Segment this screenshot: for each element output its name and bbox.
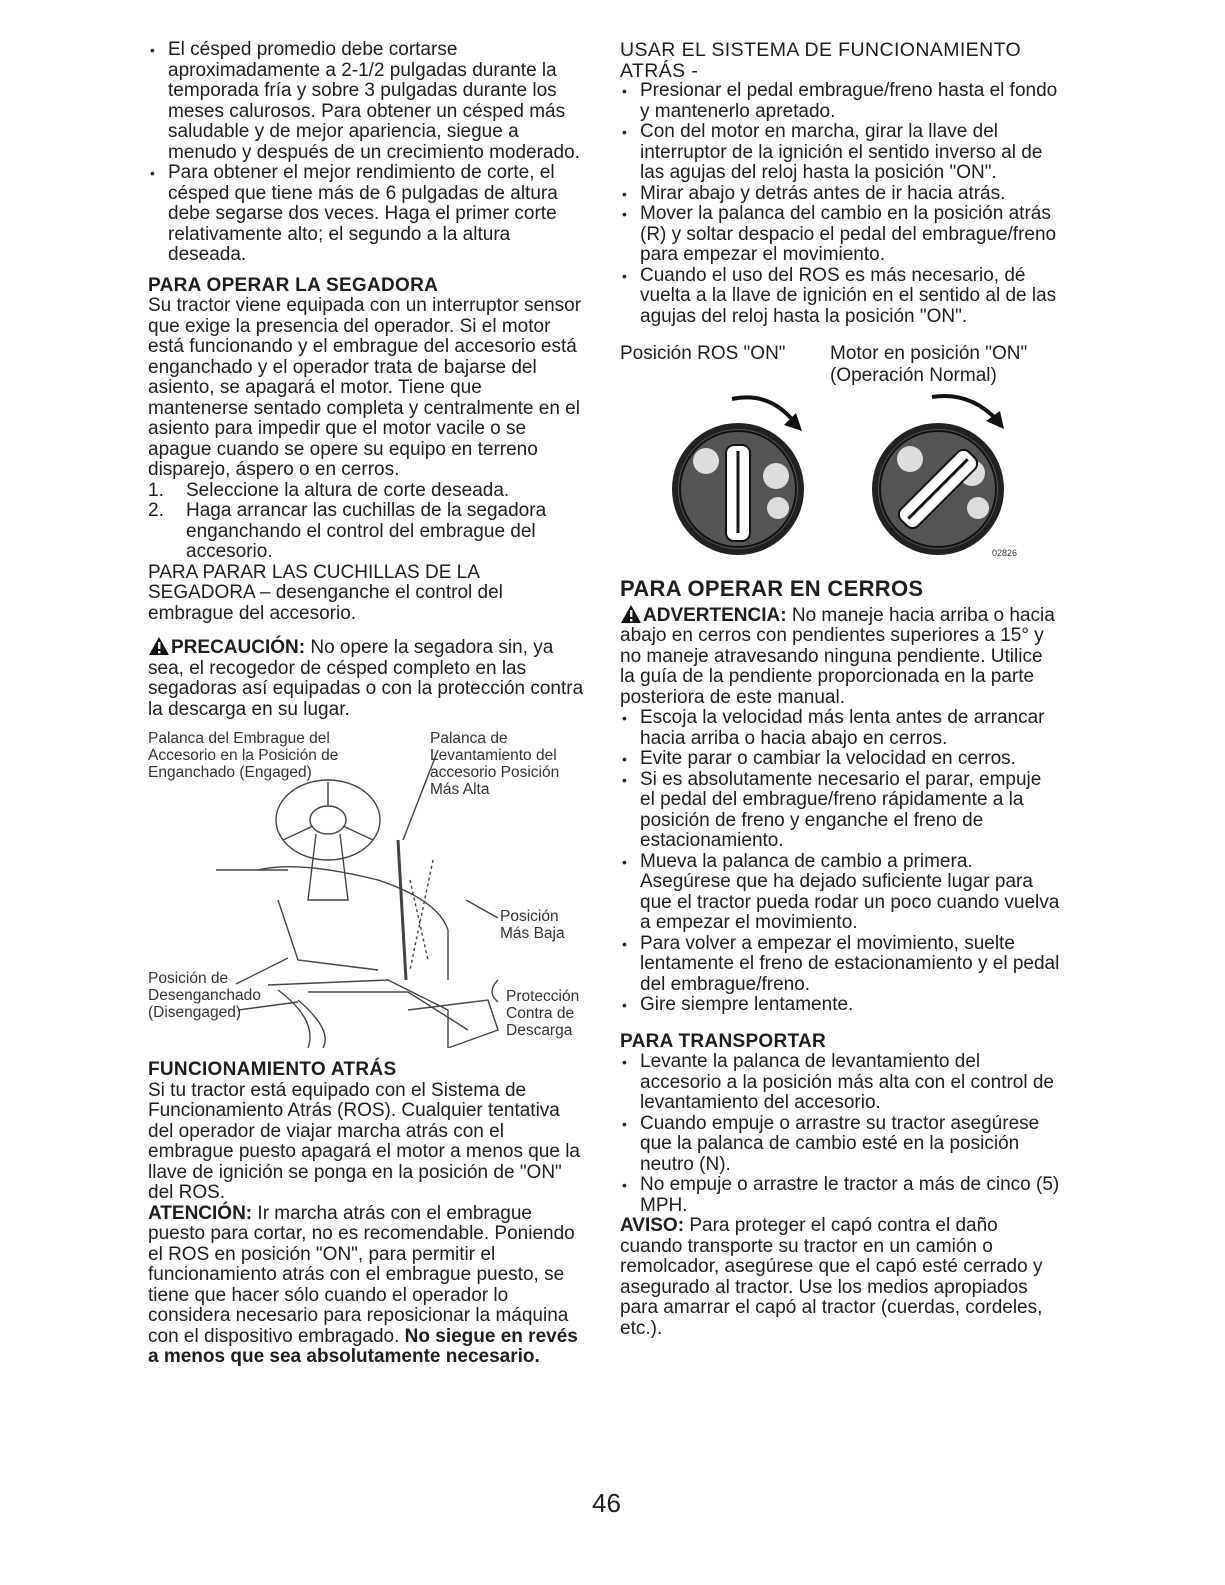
list-item: • No empuje o arrastre le tractor a más de cinco (5) MPH. — [620, 1175, 1060, 1216]
steps-list — [148, 481, 586, 563]
attention-paragraph — [148, 1204, 586, 1368]
attention-label: ATENCIÓN: — [148, 1202, 253, 1224]
list-item: • Levante la palanca de levantamiento del accesorio a la posición más alta con el control de levantamiento del accesorio. — [620, 1052, 1060, 1114]
notice-paragraph — [620, 1216, 1060, 1339]
list-item: • Para volver a empezar el movimiento, suelte lentamente el freno de estacionamiento y el pedal del embrague/freno. — [620, 934, 1060, 996]
step-text: Seleccione la altura de corte deseada. — [186, 479, 510, 501]
list-item: • Escoja la velocidad más lenta antes de arrancar hacia arriba o hacia abajo en cerros. — [620, 708, 1060, 749]
section-heading-transport: PARA TRANSPORTAR — [620, 1030, 827, 1052]
notice-label: AVISO: — [620, 1215, 685, 1236]
notice-text: Para proteger el capó contra el daño cuando transporte su tractor en un camión o remolcador, asegúrese que el capó esté cerrado y asegurado al tractor. Use los medios apropiados para amarrar el capó al tractor (cuerdas, cordeles, etc.). — [620, 1215, 1043, 1339]
normal-knob-icon — [872, 396, 1004, 555]
attention-text: Ir marcha atrás con el embrague puesto para cortar, no es recomendable. Poniendo el ROS en posición "ON", para permitir el funcionamiento atrás con el embrague puesto, se tiene que hacer sólo cuando el operador lo considera necesario para reposicionar la máquina con el dispositivo embragado. — [148, 1202, 575, 1347]
list-item: • Con del motor en marcha, girar la llave del interruptor de la ignición el sentido inverso al de las agujas del reloj hasta la posición "ON". — [620, 122, 1060, 184]
ignition-knobs-figure — [620, 331, 1060, 561]
list-item: • El césped promedio debe cortarse aproximadamente a 2-1/2 pulgadas durante la temporada fría y sobre 3 pulgadas durante los meses calurosos. Para obtener un césped más saludable y de mejor apariencia, siegue a menudo y después de un crecimiento moderado. — [148, 40, 586, 163]
page-number: 46 — [592, 1488, 621, 1518]
list-item: • Presionar el pedal embrague/freno hasta el fondo y mantenerlo apretado. — [620, 81, 1060, 122]
warning-paragraph — [620, 604, 1060, 709]
label-clutch-engaged: Palanca del Embrague del Accesorio en la Posición de Enganchado (Engaged) — [148, 730, 339, 781]
figure-code: 02826 — [992, 548, 1018, 558]
caution-paragraph — [148, 636, 586, 720]
list-item: • Mover la palanca del cambio en la posición atrás (R) y soltar despacio el pedal del embrague/freno para empezar el movimiento. — [620, 204, 1060, 266]
list-item: • Para obtener el mejor rendimiento de corte, el césped que tiene más de 6 pulgadas de altura debe segarse dos veces. Haga el primer corte relativamente alto; el segundo a la altura deseada. — [148, 163, 586, 266]
label-disengaged: Posición de Desenganchado (Disengaged) — [148, 970, 261, 1021]
section-heading-hills: PARA OPERAR EN CERROS — [620, 576, 924, 601]
hills-list — [620, 708, 1060, 1016]
reverse-paragraph: Si tu tractor está equipado con el Sistema de Funcionamiento Atrás (ROS). Cualquier tentativa del operador de viajar marcha atrás con el embrague puesto apagará el motor a menos que la llave de ignición se ponga en la posición de "ON" del ROS. — [148, 1079, 580, 1203]
parar-paragraph: PARA PARAR LAS CUCHILLAS DE LA SEGADORA – desenganche el control del embrague del accesorio. — [148, 561, 503, 624]
step-number: 2. — [148, 500, 164, 521]
list-item: • Mirar abajo y detrás antes de ir hacia atrás. — [620, 184, 1060, 205]
right-column — [620, 40, 1060, 1339]
list-item: • Si es absolutamente necesario el parar, empuje el pedal del embrague/freno rápidamente a la posición de freno y enganche el freno de estacionamiento. — [620, 770, 1060, 852]
list-item: • Cuando empuje o arrastre su tractor asegúrese que la palanca de cambio esté en la posición neutro (N). — [620, 1114, 1060, 1176]
list-item: • Cuando el uso del ROS es más necesario, dé vuelta a la llave de ignición en el sentido al de las agujas del reloj hasta la posición "ON". — [620, 266, 1060, 328]
label-lift-lever: Palanca de Levantamiento del accesorio Posición Más Alta — [430, 730, 560, 798]
label-lowest-position: Posición Más Baja — [500, 908, 565, 942]
section-heading-operar: PARA OPERAR LA SEGADORA — [148, 274, 439, 296]
operar-paragraph: Su tractor viene equipada con un interruptor sensor que exige la presencia del operador. Si el motor está funcionando y el embrague del accesorio está enganchado y el operador trata de bajarse del asiento, se apagará el motor. Tiene que mantenerse sentado completa y centralmente en el asiento para impedir que el motor vacile o se apague cuando se opere su equipo en terreno disparejo, áspero o en cerros. — [148, 295, 582, 480]
warning-icon — [148, 636, 170, 656]
intro-list — [148, 40, 586, 266]
label-chute: Protección Contra de Descarga — [506, 988, 580, 1039]
tractor-illustration — [148, 730, 586, 1048]
warning-icon — [620, 604, 642, 624]
ros-list — [620, 81, 1060, 327]
ros-knob-icon — [672, 397, 804, 555]
transport-list — [620, 1052, 1060, 1216]
caution-label: PRECAUCIÓN: — [171, 637, 306, 658]
knob-right-caption: Motor en posición "ON" (Operación Normal) — [830, 343, 1028, 386]
left-column — [148, 40, 586, 1368]
list-item — [148, 481, 586, 502]
ignition-knobs-drawing — [620, 391, 1060, 561]
list-item: • Evite parar o cambiar la velocidad en cerros. — [620, 749, 1060, 770]
step-text: Haga arrancar las cuchillas de la segadora enganchando el control del embrague del accesorio. — [186, 500, 547, 562]
ros-heading: USAR EL SISTEMA DE FUNCIONAMIENTO ATRÁS - — [620, 39, 1022, 82]
list-item: • Gire siempre lentamente. — [620, 995, 1060, 1016]
step-number: 1. — [148, 479, 164, 501]
warning-text: No maneje hacia arriba o hacia abajo en cerros con pendientes superiores a 15° y no maneje atravesando ninguna pendiente. Utilice la guía de la pendiente proporcionada en la parte posteriora de este manual. — [620, 604, 1055, 708]
attention-bold-text: No siegue en revés a menos que sea absolutamente necesario. — [148, 1325, 578, 1367]
warning-label: ADVERTENCIA: — [643, 604, 787, 626]
list-item: • Mueva la palanca de cambio a primera. Asegúrese que ha dejado suficiente lugar para que el tractor pueda rodar un poco cuando vuelva a empezar el movimiento. — [620, 852, 1060, 934]
knob-left-caption: Posición ROS "ON" — [620, 343, 786, 364]
caution-text: No opere la segadora sin, ya sea, el recogedor de césped completo en las segadoras así equipadas o con la protección contra la descarga en su lugar. — [148, 637, 584, 720]
section-heading-reverse: FUNCIONAMIENTO ATRÁS — [148, 1059, 397, 1080]
list-item — [148, 501, 586, 563]
